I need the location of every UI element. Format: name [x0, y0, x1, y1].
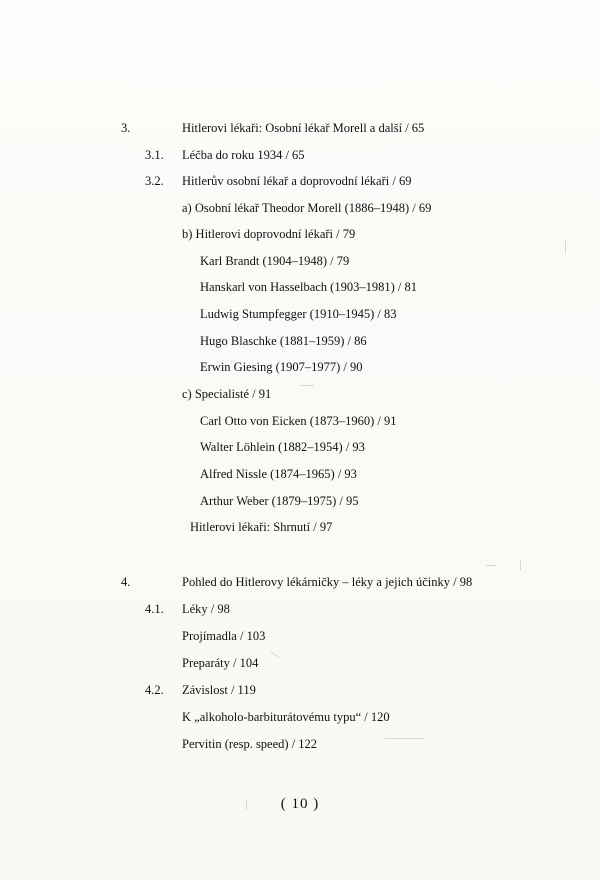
- subsection-b: b) Hitlerovi doprovodní lékaři / 79: [182, 227, 356, 241]
- section-4-2-title: Závislost / 119: [182, 683, 256, 697]
- scan-mark: [565, 240, 566, 254]
- toc-entry: Karl Brandt (1904–1948) / 79: [200, 254, 350, 268]
- section-4-1-number: 4.1.: [145, 602, 164, 616]
- toc-entry: Projímadla / 103: [182, 629, 266, 643]
- chapter-3-summary: Hitlerovi lékaři: Shrnutí / 97: [190, 520, 333, 534]
- scan-mark: [246, 800, 247, 810]
- subsection-c: c) Specialisté / 91: [182, 387, 272, 401]
- scan-mark: [271, 652, 281, 660]
- section-3-2-title: Hitlerův osobní lékař a doprovodní lékaři / 69: [182, 174, 412, 188]
- section-4-2-number: 4.2.: [145, 683, 164, 697]
- toc-entry: Walter Löhlein (1882–1954) / 93: [200, 440, 365, 454]
- section-3-2-number: 3.2.: [145, 174, 164, 188]
- toc-entry: Pervitin (resp. speed) / 122: [182, 737, 318, 751]
- toc-entry: Carl Otto von Eicken (1873–1960) / 91: [200, 414, 397, 428]
- chapter-4-number: 4.: [121, 575, 131, 589]
- subsection-a: a) Osobní lékař Theodor Morell (1886–1948) / 69: [182, 201, 432, 215]
- toc-entry: K „alkoholo-barbiturátovému typu“ / 120: [182, 710, 390, 724]
- toc-entry: Preparáty / 104: [182, 656, 259, 670]
- chapter-3-title: Hitlerovi lékaři: Osobní lékař Morell a další / 65: [182, 121, 425, 135]
- toc-entry: Hugo Blaschke (1881–1959) / 86: [200, 334, 367, 348]
- chapter-3-number: 3.: [121, 121, 131, 135]
- section-3-1-number: 3.1.: [145, 148, 164, 162]
- scan-mark: [385, 738, 425, 739]
- toc-entry: Arthur Weber (1879–1975) / 95: [200, 494, 359, 508]
- chapter-4-title: Pohled do Hitlerovy lékárničky – léky a jejich účinky / 98: [182, 575, 473, 589]
- scan-mark: [486, 565, 496, 566]
- section-3-1-title: Léčba do roku 1934 / 65: [182, 148, 305, 162]
- scan-mark: [520, 560, 521, 570]
- section-4-1-title: Léky / 98: [182, 602, 230, 616]
- page-number: ( 10 ): [280, 796, 320, 812]
- toc-entry: Alfred Nissle (1874–1965) / 93: [200, 467, 357, 481]
- scan-mark: [300, 385, 314, 386]
- toc-entry: Hanskarl von Hasselbach (1903–1981) / 81: [200, 280, 417, 294]
- toc-entry: Ludwig Stumpfegger (1910–1945) / 83: [200, 307, 397, 321]
- toc-entry: Erwin Giesing (1907–1977) / 90: [200, 360, 363, 374]
